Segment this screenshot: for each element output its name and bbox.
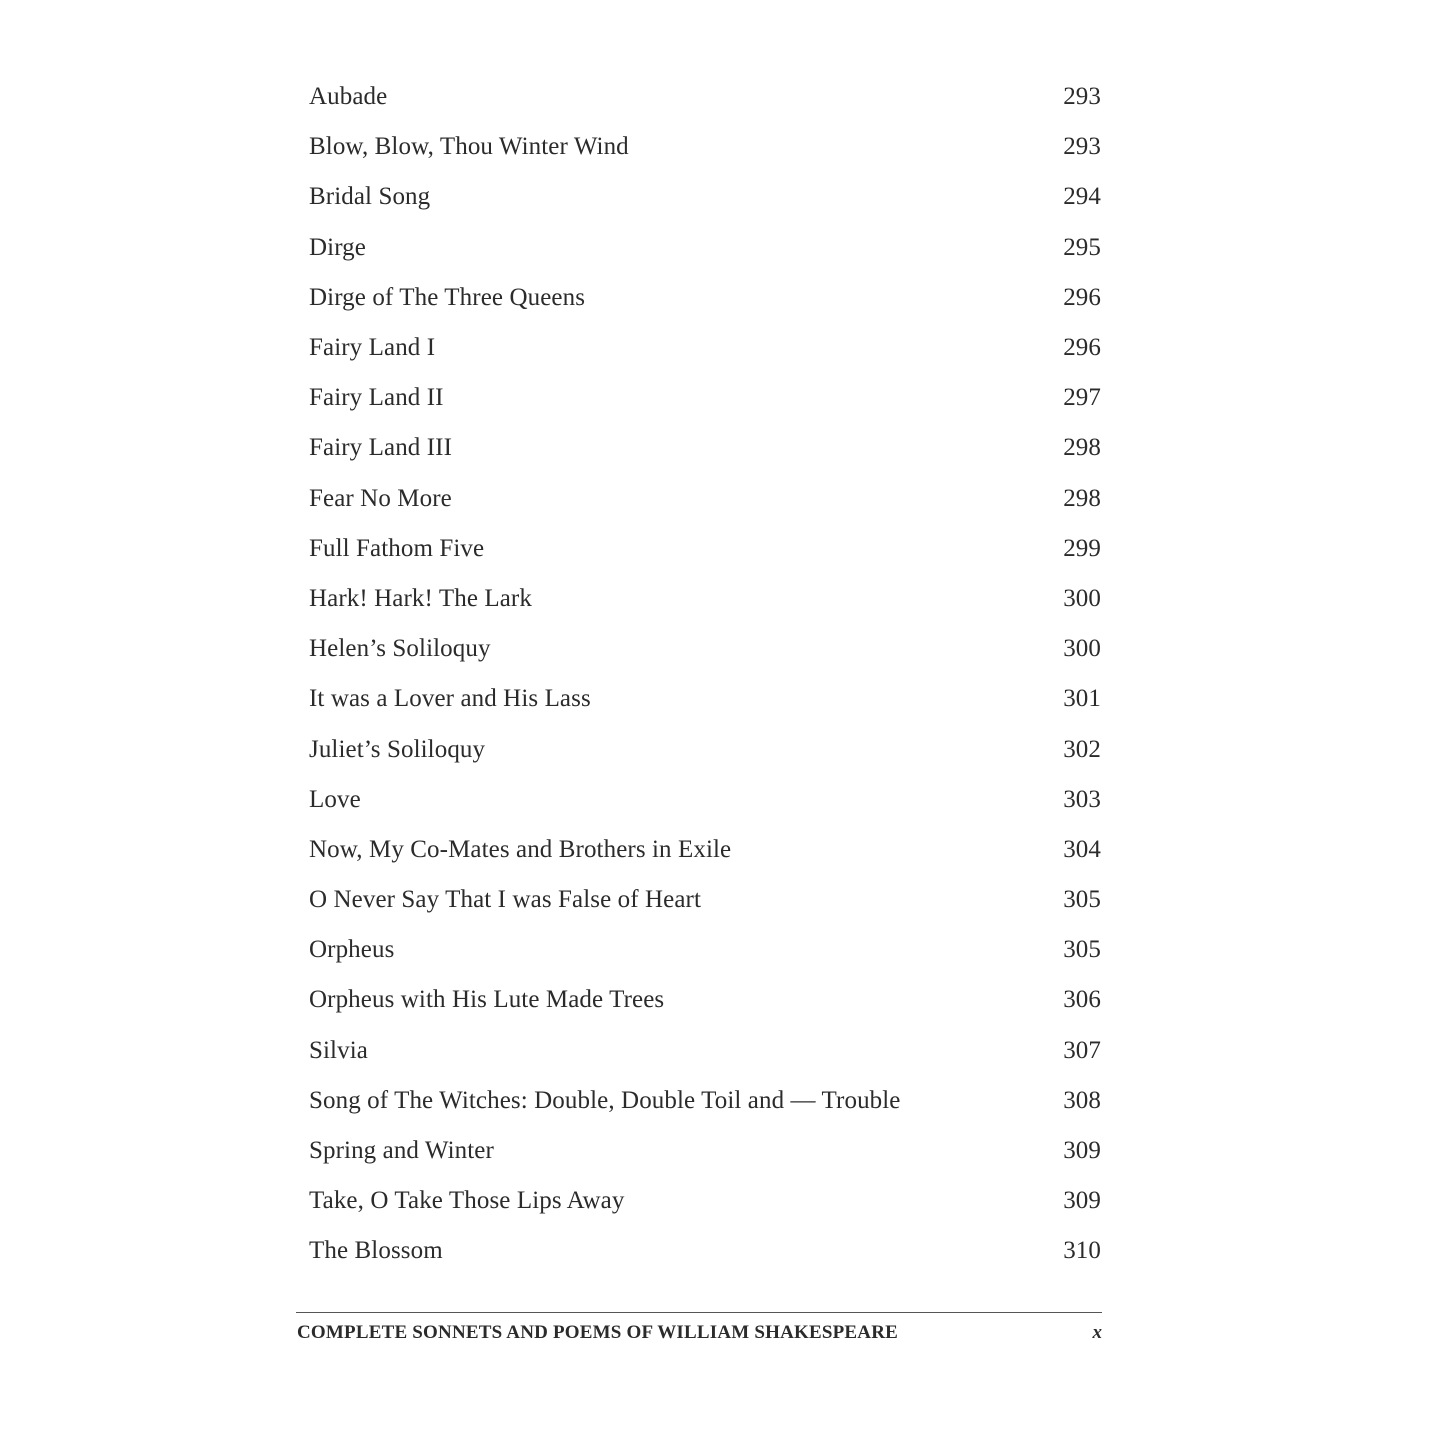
toc-entry-page: 309 xyxy=(1063,1137,1101,1165)
toc-entry-title: Song of The Witches: Double, Double Toil and — Trouble xyxy=(309,1086,901,1114)
toc-entry-page: 293 xyxy=(1063,83,1101,111)
toc-entry[interactable] xyxy=(309,474,1101,524)
toc-entry-title: Bridal Song xyxy=(309,183,431,211)
toc-entry-page: 303 xyxy=(1063,785,1101,813)
toc-entry-page: 309 xyxy=(1063,1187,1101,1215)
toc-entry-page: 295 xyxy=(1063,233,1101,261)
toc-entry-title: Orpheus xyxy=(309,936,395,964)
toc-entry[interactable] xyxy=(309,1176,1101,1226)
toc-entry-page: 306 xyxy=(1063,986,1101,1014)
toc-entry[interactable] xyxy=(309,1026,1101,1076)
toc-entry-title: Aubade xyxy=(309,83,388,111)
toc-entry-title: Blow, Blow, Thou Winter Wind xyxy=(309,133,629,161)
toc-entry-page: 300 xyxy=(1063,584,1101,612)
toc-entry[interactable] xyxy=(309,273,1101,323)
toc-entry-page: 307 xyxy=(1063,1036,1101,1064)
toc-entry-page: 305 xyxy=(1063,886,1101,914)
toc-entry-title: Silvia xyxy=(309,1036,368,1064)
toc-entry[interactable] xyxy=(309,975,1101,1025)
toc-entry-page: 304 xyxy=(1063,835,1101,863)
toc-entry-page: 293 xyxy=(1063,133,1101,161)
toc-entry-page: 296 xyxy=(1063,334,1101,362)
toc-entry-page: 298 xyxy=(1063,434,1101,462)
toc-entry[interactable] xyxy=(309,775,1101,825)
toc-entry[interactable] xyxy=(309,925,1101,975)
toc-entry-page: 305 xyxy=(1063,936,1101,964)
toc-entry-title: O Never Say That I was False of Heart xyxy=(309,886,702,914)
toc-entry-page: 299 xyxy=(1063,534,1101,562)
toc-entry[interactable] xyxy=(309,1126,1101,1176)
toc-entry[interactable] xyxy=(309,323,1101,373)
toc-entry-title: Hark! Hark! The Lark xyxy=(309,584,532,612)
toc-entry-page: 298 xyxy=(1063,484,1101,512)
toc-entry[interactable] xyxy=(309,1076,1101,1126)
toc-entry[interactable] xyxy=(309,524,1101,574)
toc-entry-page: 301 xyxy=(1063,685,1101,713)
toc-entry[interactable] xyxy=(309,825,1101,875)
toc-entry-title: Dirge xyxy=(309,233,366,261)
toc-entry-title: Full Fathom Five xyxy=(309,534,485,562)
toc-entry-page: 296 xyxy=(1063,283,1101,311)
toc-entry[interactable] xyxy=(309,724,1101,774)
toc-entry-title: It was a Lover and His Lass xyxy=(309,685,591,713)
toc-entry[interactable] xyxy=(309,875,1101,925)
toc-entry-page: 297 xyxy=(1063,384,1101,412)
toc-entry[interactable] xyxy=(309,122,1101,172)
toc-entry-title: The Blossom xyxy=(309,1237,443,1265)
toc-entry-title: Love xyxy=(309,785,361,813)
footer-book-title: COMPLETE SONNETS AND POEMS OF WILLIAM SHAKESPEARE xyxy=(297,1322,899,1343)
toc-entry-title: Now, My Co-Mates and Brothers in Exile xyxy=(309,835,732,863)
toc-entry-page: 310 xyxy=(1063,1237,1101,1265)
toc-entry-title: Fairy Land II xyxy=(309,384,444,412)
toc-entry-title: Dirge of The Three Queens xyxy=(309,283,586,311)
toc-entry-page: 294 xyxy=(1063,183,1101,211)
toc-entry-title: Fear No More xyxy=(309,484,452,512)
toc-entry[interactable] xyxy=(309,373,1101,423)
toc-entry-page: 300 xyxy=(1063,635,1101,663)
toc-entry[interactable] xyxy=(309,574,1101,624)
footer-divider xyxy=(296,1312,1102,1313)
toc-entry[interactable] xyxy=(309,223,1101,273)
toc-entry-title: Spring and Winter xyxy=(309,1137,494,1165)
toc-entry-title: Fairy Land III xyxy=(309,434,453,462)
toc-entry[interactable] xyxy=(309,674,1101,724)
table-of-contents xyxy=(309,72,1101,1277)
toc-entry-title: Juliet’s Soliloquy xyxy=(309,735,486,763)
toc-entry-page: 308 xyxy=(1063,1086,1101,1114)
toc-entry[interactable] xyxy=(309,1226,1101,1276)
toc-entry-title: Fairy Land I xyxy=(309,334,436,362)
toc-entry-title: Take, O Take Those Lips Away xyxy=(309,1187,625,1215)
toc-entry[interactable] xyxy=(309,423,1101,473)
toc-entry-title: Orpheus with His Lute Made Trees xyxy=(309,986,665,1014)
toc-entry-title: Helen’s Soliloquy xyxy=(309,635,491,663)
toc-entry[interactable] xyxy=(309,172,1101,222)
toc-entry-page: 302 xyxy=(1063,735,1101,763)
page-footer xyxy=(297,1322,1102,1344)
toc-entry[interactable] xyxy=(309,72,1101,122)
toc-entry[interactable] xyxy=(309,624,1101,674)
footer-page-number: x xyxy=(1092,1322,1102,1343)
